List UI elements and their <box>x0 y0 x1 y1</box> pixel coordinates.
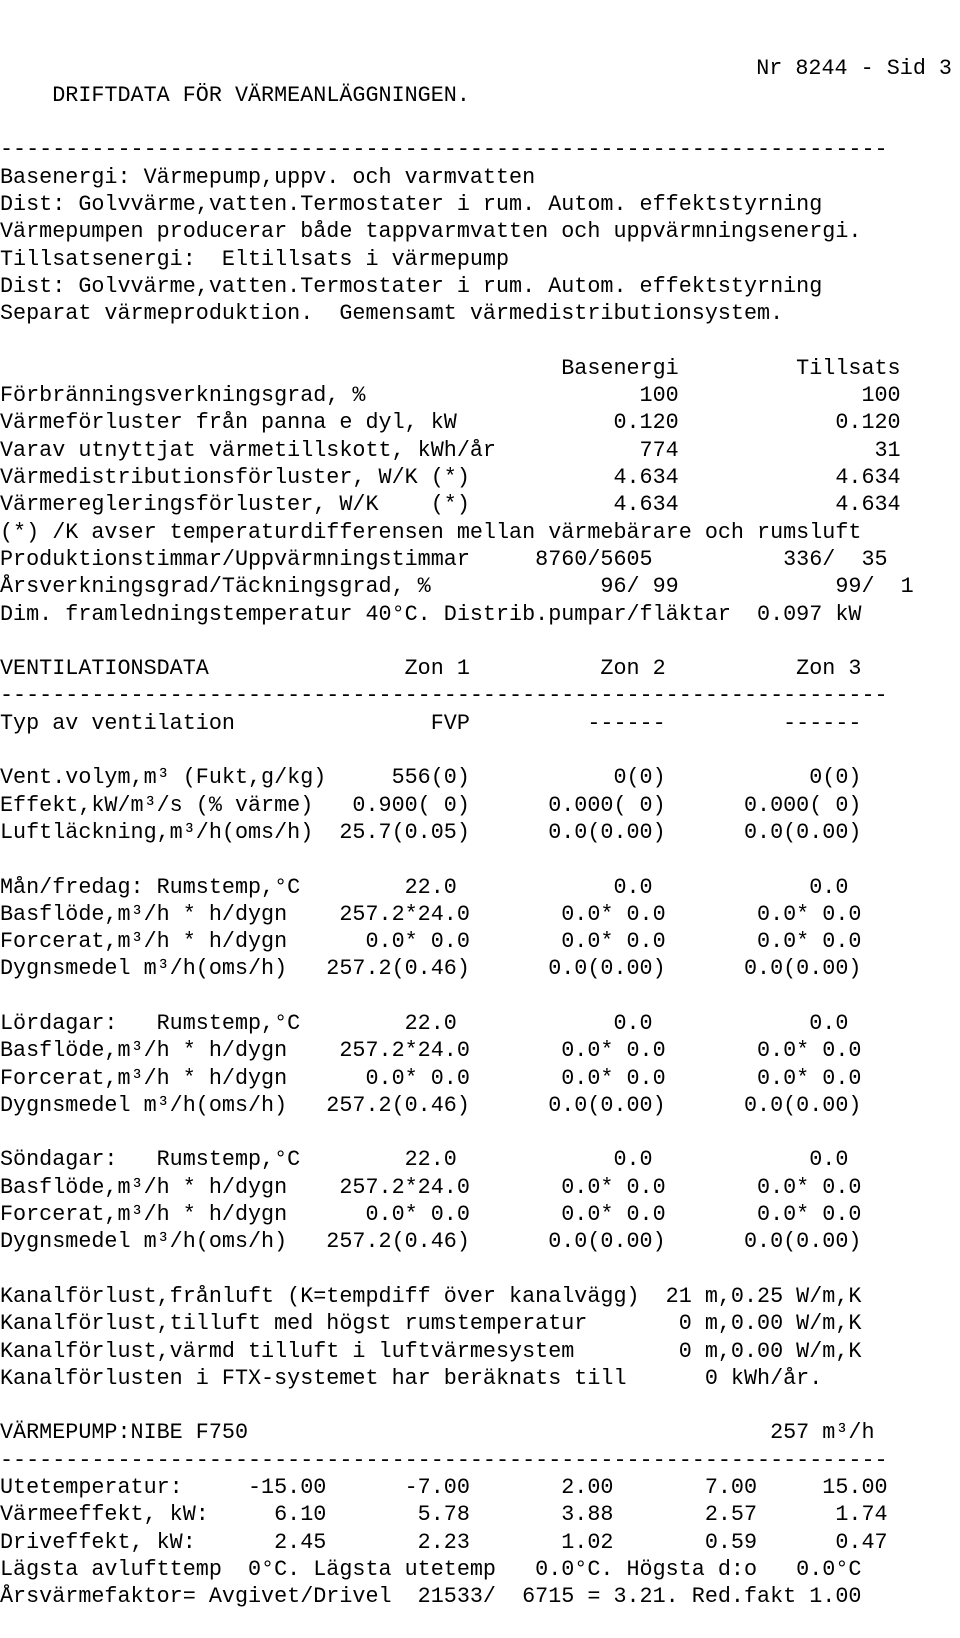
text-line: Kanalförlust,värmd tilluft i luftvärmesystem 0 m,0.00 W/m,K <box>0 1338 862 1364</box>
text-line: Luftläckning,m³/h(oms/h) 25.7(0.05) 0.0(0.00) 0.0(0.00) <box>0 819 862 845</box>
text-line: Värmeregleringsförluster, W/K (*) 4.634 4.634 <box>0 492 901 518</box>
text-line: Kanalförlusten i FTX-systemet har beräknats till 0 kWh/år. <box>0 1365 823 1391</box>
text-line: Dim. framledningstemperatur 40°C. Distrib.pumpar/fläktar 0.097 kW <box>0 601 862 627</box>
text-line: Varav utnyttjat värmetillskott, kWh/år 774 31 <box>0 437 901 463</box>
separator-line: -------------------------------------------------------------------- <box>0 137 888 163</box>
text-line: Mån/fredag: Rumstemp,°C 22.0 0.0 0.0 <box>0 874 849 900</box>
text-line: Dygnsmedel m³/h(oms/h) 257.2(0.46) 0.0(0.00) 0.0(0.00) <box>0 1229 862 1255</box>
text-line: Värmeförluster från panna e dyl, kW 0.120 0.120 <box>0 410 901 436</box>
document-header <box>0 55 960 108</box>
blank-line <box>0 328 960 355</box>
text-line: Dygnsmedel m³/h(oms/h) 257.2(0.46) 0.0(0.00) 0.0(0.00) <box>0 1092 862 1118</box>
text-line: Värmeeffekt, kW: 6.10 5.78 3.88 2.57 1.74 <box>0 1502 888 1528</box>
text-line: Lägsta avlufttemp 0°C. Lägsta utetemp 0.0°C. Högsta d:o 0.0°C <box>0 1556 862 1582</box>
text-line: VENTILATIONSDATA Zon 1 Zon 2 Zon 3 <box>0 656 862 682</box>
separator-line: -------------------------------------------------------------------- <box>0 1447 888 1473</box>
blank-line <box>0 1256 960 1283</box>
separator-line: -------------------------------------------------------------------- <box>0 683 888 709</box>
document-title: DRIFTDATA FÖR VÄRMEANLÄGGNINGEN. <box>52 82 470 108</box>
text-line: Söndagar: Rumstemp,°C 22.0 0.0 0.0 <box>0 1147 849 1173</box>
text-line: Typ av ventilation FVP ------ ------ <box>0 710 862 736</box>
text-line: Kanalförlust,tilluft med högst rumstemperatur 0 m,0.00 W/m,K <box>0 1311 862 1337</box>
text-line: Årsverkningsgrad/Täckningsgrad, % 96/ 99 99/ 1 <box>0 574 914 600</box>
text-line: Effekt,kW/m³/s (% värme) 0.900( 0) 0.000( 0) 0.000( 0) <box>0 792 862 818</box>
text-line: Produktionstimmar/Uppvärmningstimmar 8760/5605 336/ 35 <box>0 546 888 572</box>
text-line: Separat värmeproduktion. Gemensamt värmedistributionsystem. <box>0 301 784 327</box>
text-line: Lördagar: Rumstemp,°C 22.0 0.0 0.0 <box>0 1010 849 1036</box>
text-line: Forcerat,m³/h * h/dygn 0.0* 0.0 0.0* 0.0 0.0* 0.0 <box>0 929 862 955</box>
text-line: Dist: Golvvärme,vatten.Termostater i rum. Autom. effektstyrning <box>0 273 823 299</box>
text-line: VÄRMEPUMP:NIBE F750 257 m³/h <box>0 1420 875 1446</box>
text-line: Forcerat,m³/h * h/dygn 0.0* 0.0 0.0* 0.0 0.0* 0.0 <box>0 1065 862 1091</box>
text-line: Basenergi Tillsats <box>0 355 901 381</box>
text-line: Forcerat,m³/h * h/dygn 0.0* 0.0 0.0* 0.0 0.0* 0.0 <box>0 1202 862 1228</box>
blank-line <box>0 983 960 1010</box>
blank-line <box>0 628 960 655</box>
blank-line <box>0 1392 960 1419</box>
text-line: Utetemperatur: -15.00 -7.00 2.00 7.00 15.00 <box>0 1475 888 1501</box>
text-line: Driveffekt, kW: 2.45 2.23 1.02 0.59 0.47 <box>0 1529 888 1555</box>
document-body <box>0 136 960 1610</box>
page-reference: Nr 8244 - Sid 3 <box>756 55 952 81</box>
text-line: Basflöde,m³/h * h/dygn 257.2*24.0 0.0* 0.0 0.0* 0.0 <box>0 901 862 927</box>
text-line: Vent.volym,m³ (Fukt,g/kg) 556(0) 0(0) 0(0) <box>0 765 862 791</box>
text-line: Förbränningsverkningsgrad, % 100 100 <box>0 383 901 409</box>
blank-line <box>0 1119 960 1146</box>
text-line: Värmepumpen producerar både tappvarmvatten och uppvärmningsenergi. <box>0 219 862 245</box>
text-line: Dist: Golvvärme,vatten.Termostater i rum. Autom. effektstyrning <box>0 192 823 218</box>
blank-line <box>0 737 960 764</box>
text-line: Basflöde,m³/h * h/dygn 257.2*24.0 0.0* 0.0 0.0* 0.0 <box>0 1174 862 1200</box>
text-line: Kanalförlust,frånluft (K=tempdiff över kanalvägg) 21 m,0.25 W/m,K <box>0 1283 862 1309</box>
blank-line <box>0 846 960 873</box>
text-line: Årsvärmefaktor= Avgivet/Drivel 21533/ 6715 = 3.21. Red.fakt 1.00 <box>0 1584 862 1610</box>
text-line: Dygnsmedel m³/h(oms/h) 257.2(0.46) 0.0(0.00) 0.0(0.00) <box>0 956 862 982</box>
text-line: Basflöde,m³/h * h/dygn 257.2*24.0 0.0* 0.0 0.0* 0.0 <box>0 1038 862 1064</box>
text-line: Basenergi: Värmepump,uppv. och varmvatten <box>0 164 536 190</box>
text-line: (*) /K avser temperaturdifferensen mellan värmebärare och rumsluft <box>0 519 862 545</box>
text-line: Tillsatsenergi: Eltillsats i värmepump <box>0 246 510 272</box>
text-line: Värmedistributionsförluster, W/K (*) 4.634 4.634 <box>0 465 901 491</box>
